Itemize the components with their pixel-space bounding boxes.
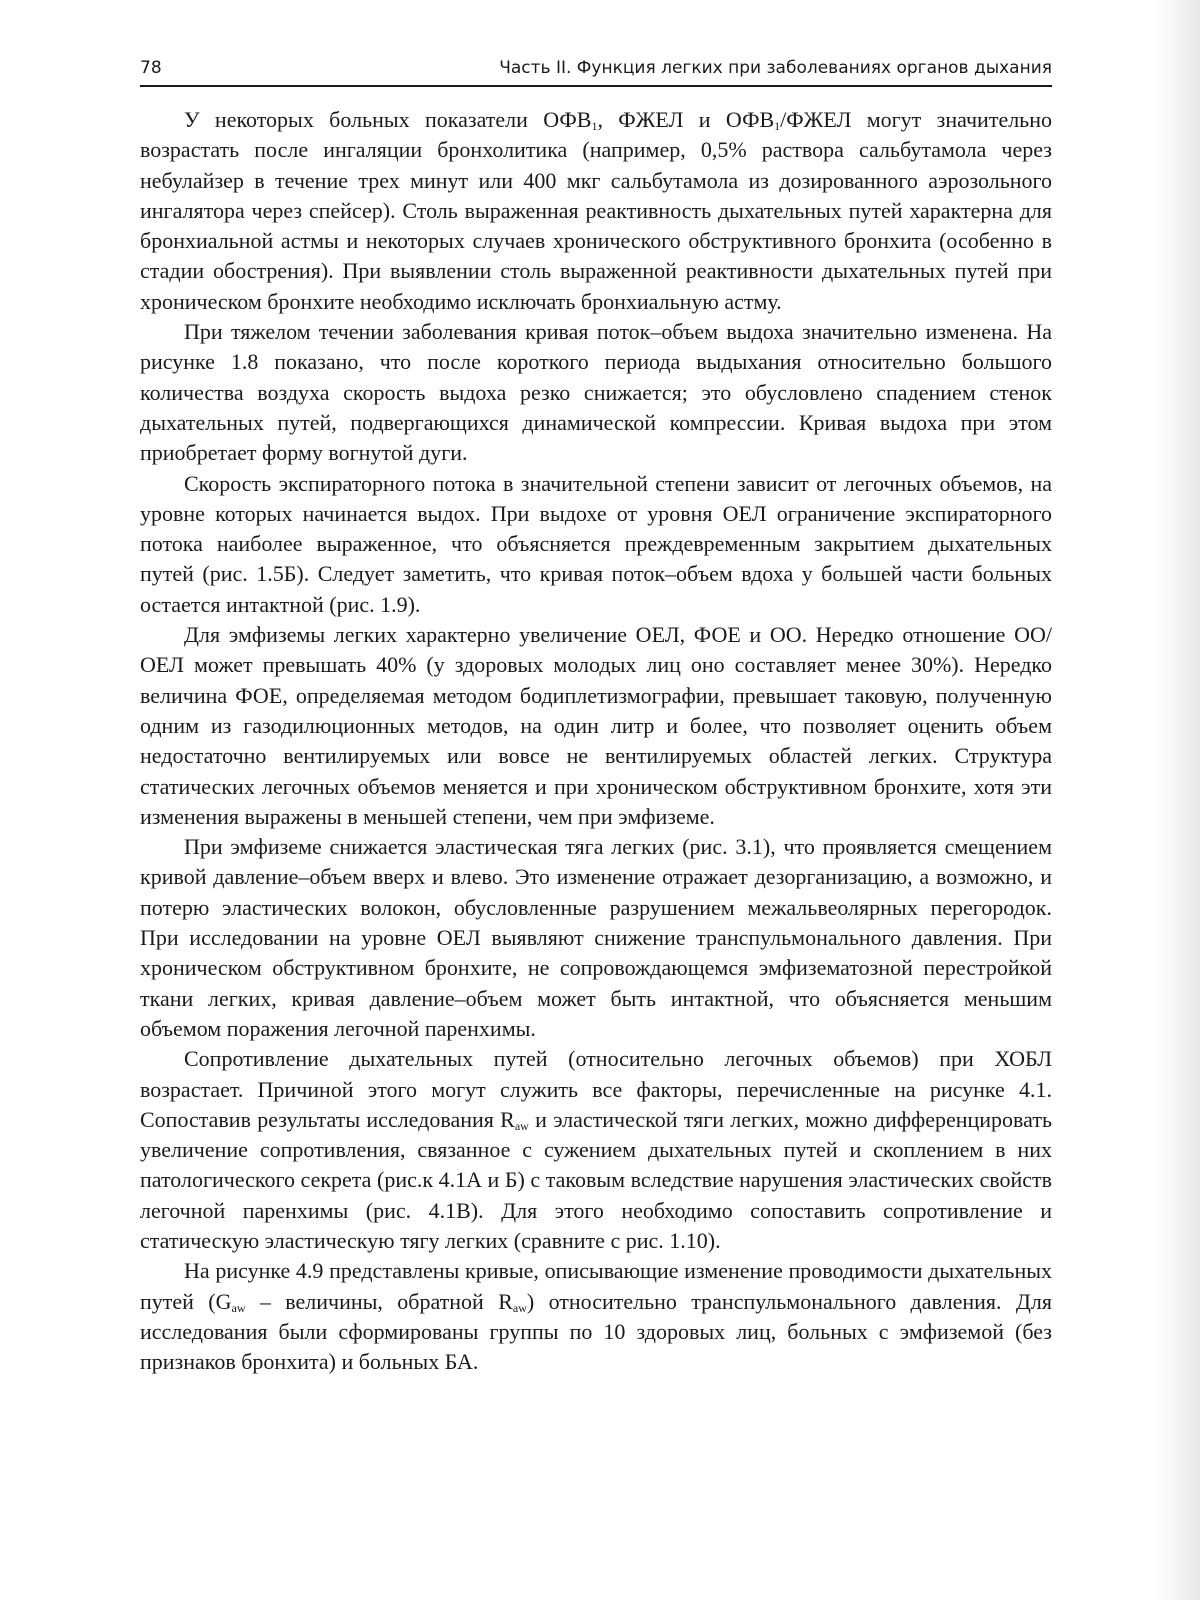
text-run: У некоторых больных показатели ОФВ — [184, 107, 592, 132]
paragraph — [140, 1256, 1052, 1377]
text-run: При тяжелом течении заболевания кривая поток–объем выдоха значительно изменена. На рисунке 1.8 показано, что после короткого периода выдыхания относительно большого количества воздуха скорость выдоха резко снижается; это обусловлено спадением стенок дыхательных путей, подвергающихся динамической компрессии. Кривая выдоха при этом приобретает форму вогнутой дуги. — [140, 319, 1052, 466]
paragraph — [140, 832, 1052, 1044]
text-run: При эмфиземе снижается эластическая тяга легких (рис. 3.1), что проявляется смещением кривой давление–объем вверх и влево. Это изменение отражает дезорганизацию, а возможно, и потерю эластических волокон, обусловленные разрушением межальвеолярных перегородок. При исследовании на уровне ОЕЛ выявляют снижение транспульмонального давления. При хроническом обструктивном бронхите, не сопровождающемся эмфизематозной перестройкой ткани легких, кривая давление–объем может быть интактной, что объясняется меньшим объемом поражения легочной паренхимы. — [140, 834, 1052, 1041]
page-edge-shadow — [1152, 0, 1200, 1600]
running-head — [140, 58, 1052, 87]
text-run: /ФЖЕЛ могут значительно возрастать после ингаляции бронхолитика (например, 0,5% раствора сальбутамола через небулайзер в течение трех минут или 400 мкг сальбутамола из дозированного аэрозольного ингалятора через спейсер). Столь выраженная реактивность дыхательных путей характерна для бронхиальной астмы и некоторых случаев хронического обструктивного бронхита (особенно в стадии обострения). При выявлении столь выраженной реактивности дыхательных путей при хроническом бронхите необходимо исключать бронхиальную астму. — [140, 107, 1052, 314]
chapter-title: Часть II. Функция легких при заболеваниях органов дыхания — [499, 58, 1052, 78]
book-page — [140, 58, 1052, 1377]
text-run: На рисунке 4.9 представлены кривые, описывающие изменение проводимости дыхательных путей (G — [140, 1258, 1052, 1314]
paragraph — [140, 317, 1052, 468]
text-run: ) относительно транспульмонального давления. Для исследования были сформированы группы по 10 здоровых лиц, больных с эмфиземой (без признаков бронхита) и больных БА. — [140, 1288, 1052, 1375]
paragraph — [140, 105, 1052, 317]
text-run: Для эмфиземы легких характерно увеличение ОЕЛ, ФОЕ и ОО. Нередко отношение ОО/ОЕЛ может превышать 40% (у здоровых молодых лиц оно составляет менее 30%). Нередко величина ФОЕ, определяемая методом бодиплетизмографии, превышает таковую, полученную одним из газодилюционных методов, на один литр и более, что позволяет оценить объем недостаточно вентилируемых или вовсе не вентилируемых областей легких. Структура статических легочных объемов меняется и при хроническом обструктивном бронхите, хотя эти изменения выражены в меньшей степени, чем при эмфиземе. — [140, 622, 1052, 829]
subscript: 1 — [591, 119, 598, 133]
text-run: Сопротивление дыхательных путей (относительно легочных объемов) при ХОБЛ возрастает. Причиной этого могут служить все факторы, перечисленные на рисунке 4.1. Сопоставив результаты исследования R — [140, 1046, 1052, 1132]
body-text — [140, 105, 1052, 1377]
text-run: и эластической тяги легких, можно дифференцировать увеличение сопротивления, связанное с сужением дыхательных путей и скоплением в них патологического секрета (рис.к 4.1А и Б) с таковым вследствие нарушения эластических свойств легочной паренхимы (рис. 4.1В). Для этого необходимо сопоставить сопротивление и статическую эластическую тягу легких (сравните с рис. 1.10). — [140, 1106, 1052, 1253]
subscript: aw — [231, 1300, 246, 1315]
subscript: 1 — [774, 119, 781, 133]
paragraph — [140, 620, 1052, 832]
subscript: aw — [512, 1300, 527, 1315]
subscript: aw — [514, 1118, 529, 1133]
text-run: – величины, обратной R — [245, 1288, 513, 1314]
paragraph — [140, 469, 1052, 620]
text-run: , ФЖЕЛ и ОФВ — [597, 107, 775, 132]
text-run: Скорость экспираторного потока в значительной степени зависит от легочных объемов, на уровне которых начинается выдох. При выдохе от уровня ОЕЛ ограничение экспираторного потока наиболее выраженное, что объясняется преждевременным закрытием дыхательных путей (рис. 1.5Б). Следует заметить, что кривая поток–объем вдоха у большей части больных остается интактной (рис. 1.9). — [140, 470, 1052, 617]
page-number: 78 — [140, 58, 162, 78]
paragraph — [140, 1044, 1052, 1256]
